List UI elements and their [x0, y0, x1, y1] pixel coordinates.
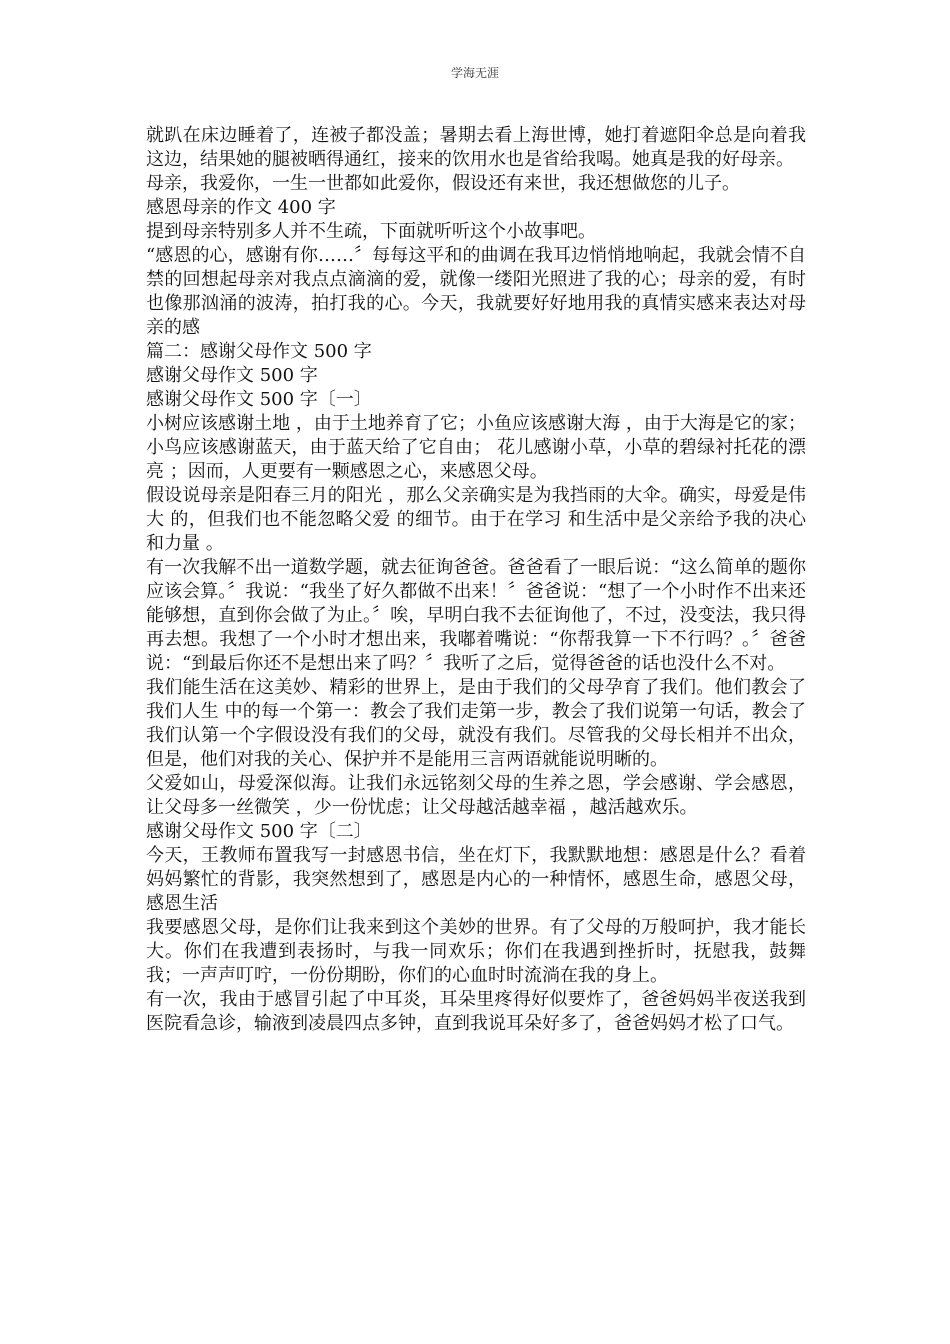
- paragraph: 提到母亲特别多人并不生疏，下面就听听这个小故事吧。: [146, 221, 596, 242]
- paragraph: 小树应该感谢土地 ，由于土地养育了它；小鱼应该感谢大海 ，由于大海是它的家；小鸟应该感谢蓝天，由于蓝天给了它自由； 花儿感谢小草，小草的碧绿衬托花的漂亮 ；因而，人更要有一颗感恩之心，来感恩父母。: [146, 413, 806, 482]
- paragraph: 有一次我解不出一道数学题，就去征询爸爸。爸爸看了一眼后说：“这么简单的题你应该会算。〞我说：“我坐了好久都做不出来！〞爸爸说：“想了一个小时作不出来还能够想，直到你会做了为止。〞唉，早明白我不去征询他了，不过，没变法，我只得再去想。我想了一个小时才想出来，我嘟着嘴说：“你帮我算一下不行吗？。〞爸爸说：“到最后你还不是想出来了吗？〞我听了之后，觉得爸爸的话也没什么不对。: [146, 557, 806, 674]
- paragraph: 就趴在床边睡着了，连被子都没盖；暑期去看上海世博，她打着遮阳伞总是向着我这边，结果她的腿被晒得通红，接来的饮用水也是省给我喝。她真是我的好母亲。: [146, 125, 806, 170]
- page-header: 学海无涯: [450, 66, 499, 80]
- section-heading: 感谢父母作文 500 字〔二〕: [146, 821, 372, 842]
- paragraph: 有一次，我由于感冒引起了中耳炎，耳朵里疼得好似要炸了，爸爸妈妈半夜送我到医院看急诊，输液到凌晨四点多钟，直到我说耳朵好多了，爸爸妈妈才松了口气。: [146, 989, 806, 1034]
- section-heading: 感谢父母作文 500 字〔一〕: [146, 389, 372, 410]
- paragraph: 我们能生活在这美妙、精彩的世界上，是由于我们的父母孕育了我们。他们教会了我们人生 中的每一个第一：教会了我们走第一步，教会了我们说第一句话，教会了我们认第一个字假设没有我们的父母，就没有我们。尽管我的父母长相并不出众，但是，他们对我的关心、保护并不是能用三言两语就能说明晰的。: [146, 677, 806, 770]
- paragraph: 今天，王教师布置我写一封感恩书信，坐在灯下，我默默地想：感恩是什么？看着妈妈繁忙的背影，我突然想到了，感恩是内心的一种情怀，感恩生命，感恩父母，感恩生活: [146, 845, 806, 914]
- section-heading: 感恩母亲的作文 400 字: [146, 197, 336, 218]
- paragraph: 母亲，我爱你，一生一世都如此爱你，假设还有来世，我还想做您的儿子。: [146, 173, 740, 194]
- section-heading: 感谢父母作文 500 字: [146, 365, 318, 386]
- paragraph: 假设说母亲是阳春三月的阳光 ，那么父亲确实是为我挡雨的大伞。确实，母爱是伟大 的，但我们也不能忽略父爱 的细节。由于在学习 和生活中是父亲给予我的决心和力量 。: [146, 485, 806, 554]
- section-heading: 篇二：感谢父母作文 500 字: [146, 341, 372, 362]
- paragraph: “感恩的心，感谢有你……〞每每这平和的曲调在我耳边悄悄地响起，我就会情不自禁的回想起母亲对我点点滴滴的爱，就像一缕阳光照进了我的心；母亲的爱，有时也像那汹涌的波涛，拍打我的心。今天，我就要好好地用我的真情实感来表达对母亲的感: [146, 245, 806, 338]
- paragraph: 父爱如山，母爱深似海。让我们永远铭刻父母的生养之恩，学会感谢、学会感恩，让父母多一丝微笑 ，少一份忧虑；让父母越活越幸福 ，越活越欢乐。: [146, 773, 806, 818]
- paragraph: 我要感恩父母，是你们让我来到这个美妙的世界。有了父母的万般呵护，我才能长大。你们在我遭到表扬时，与我一同欢乐；你们在我遇到挫折时，抚慰我，鼓舞我；一声声叮咛，一份份期盼，你们的心血时时流淌在我的身上。: [146, 917, 806, 986]
- document-body: [146, 124, 806, 1036]
